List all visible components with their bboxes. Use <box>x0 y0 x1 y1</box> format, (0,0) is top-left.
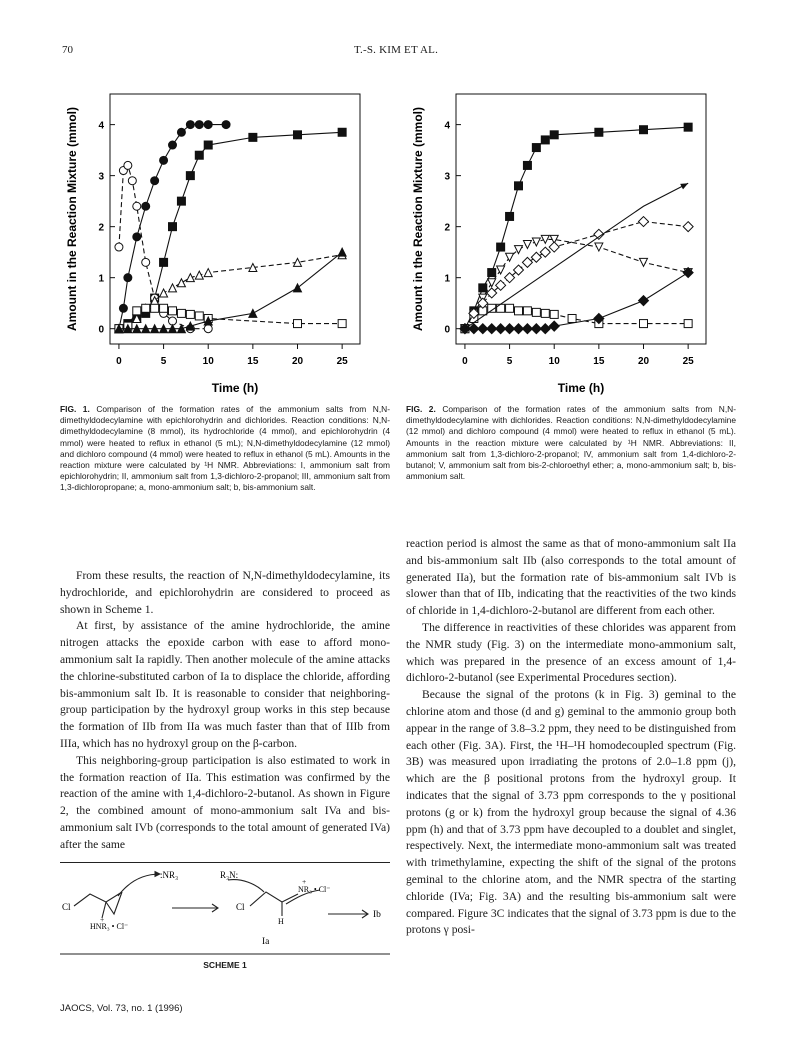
figure-1-plot <box>60 66 390 402</box>
data-point <box>541 309 549 317</box>
data-point <box>515 182 523 190</box>
data-point <box>177 128 185 136</box>
x-tick-label: 5 <box>506 356 513 367</box>
running-head: T.-S. KIM ET AL. <box>353 44 439 56</box>
data-point <box>133 202 141 210</box>
data-point <box>222 121 230 129</box>
data-point <box>195 312 203 320</box>
x-axis-label: Time (h) <box>211 381 259 395</box>
data-point <box>338 320 346 328</box>
paragraph: This neighboring-group participation is also estimated to work in the formation reaction of IIa. This estimation was confirmed by the reaction of the amine with 1,4-dichloro-2-butanol. As shown in Figure 2, the combined amount of mono-ammonium salt IVa and bis-ammonium salt IVb (corresponds to the total amount of generated IVa) after the same <box>60 753 390 851</box>
y-tick-label: 4 <box>444 120 450 132</box>
x-tick-label: 10 <box>548 356 560 367</box>
paragraph: From these results, the reaction of N,N-dimethyldodecylamine, its hydrochloride, and epichlorohydrin are considered to proceed as shown in Scheme 1. <box>60 569 390 616</box>
data-point <box>338 248 346 256</box>
y-tick-label: 3 <box>98 171 104 183</box>
y-tick-label: 0 <box>444 324 450 336</box>
figure-2-caption-label: FIG. 2. <box>406 404 436 414</box>
data-point <box>488 269 496 277</box>
data-point <box>160 289 168 297</box>
figure-1-caption-label: FIG. 1. <box>60 404 90 414</box>
scheme-plus-1: + <box>302 877 307 886</box>
x-tick-label: 25 <box>682 356 694 367</box>
right-column-text <box>406 536 736 939</box>
paragraph: Because the signal of the protons (k in Fig. 3) geminal to the chlorine atom and those (d and g) geminal to the ammonio group both appear in the range of 3.8–3.2 ppm, they need to be distinguished from each other (Fig. 3A). First, the ¹H–¹H homodecoupled spectrum (Fig. 3B) was measured upon irradiating the protons of 2.0–1.8 ppm (j), which are the β positional protons from the hydroxyl group. It indicates that the signal of 3.73 ppm corresponds to the γ positional protons (g or k) from the hydroxyl group because the signal of 4.36 ppm (h) and that of 3.73 ppm have decoupled to a doublet and singlet, respectively. Next, the intermediate mono-ammonium salt was treated with trimethylamine, expecting the shift of the signal of the protons geminal to the chlorine atom, and the NMR spectra of the starting chloride (IVa; Fig. 3A) and the resulting bis-ammonium salt were compared. Figure 3C indicates that the signal of 3.73 ppm is due to the protons γ posi- <box>406 688 736 937</box>
x-tick-label: 15 <box>593 356 605 367</box>
scheme-1-diagram <box>60 862 390 962</box>
data-point <box>523 241 531 249</box>
data-point <box>160 304 168 312</box>
y-axis-label: Amount in the Reaction Mixture (mmol) <box>65 106 79 332</box>
data-point <box>640 126 648 134</box>
series-2 <box>115 128 346 332</box>
data-point <box>683 222 693 232</box>
data-point <box>195 151 203 159</box>
data-point <box>515 307 523 315</box>
data-point <box>639 217 649 227</box>
data-point <box>249 133 257 141</box>
data-point <box>160 258 168 266</box>
data-point <box>151 177 159 185</box>
scheme-cl-left: Cl <box>62 902 71 912</box>
data-point <box>497 243 505 251</box>
data-point <box>169 307 177 315</box>
scheme-nr3-label: :NR₃ <box>160 870 179 880</box>
scheme-r3n-label: R₃N: <box>220 870 239 880</box>
data-point <box>338 128 346 136</box>
data-point <box>595 128 603 136</box>
x-tick-label: 10 <box>202 356 214 367</box>
data-point <box>640 320 648 328</box>
x-tick-label: 20 <box>291 356 304 367</box>
scheme-cl-middle: Cl <box>236 902 245 912</box>
data-point <box>204 325 212 333</box>
data-point <box>540 324 550 334</box>
y-tick-label: 0 <box>98 324 104 336</box>
data-point <box>151 304 159 312</box>
data-point <box>177 197 185 205</box>
data-point <box>294 131 302 139</box>
x-tick-label: 5 <box>160 356 167 367</box>
paragraph: The difference in reactivities of these chlorides was apparent from the NMR study (Fig. 3) on the intermediate mono-ammonium salt, which was prepared in the presence of an excess amount of 1,4-dichloro-2-butanol (see Experimental Procedures section). <box>406 620 736 685</box>
data-point <box>115 243 123 251</box>
figure-2-caption <box>406 404 736 482</box>
data-point <box>684 123 692 131</box>
x-axis-label: Time (h) <box>557 381 605 395</box>
data-point <box>684 320 692 328</box>
data-point <box>124 161 132 169</box>
data-point <box>568 314 576 322</box>
data-point <box>532 144 540 152</box>
page-number: 70 <box>62 44 73 56</box>
data-point <box>169 284 177 292</box>
data-point <box>532 308 540 316</box>
data-point <box>133 307 141 315</box>
data-point <box>186 172 194 180</box>
data-point <box>177 279 185 287</box>
data-point <box>169 141 177 149</box>
figure-1-caption <box>60 404 390 494</box>
y-tick-label: 1 <box>98 273 104 285</box>
series-1 <box>461 123 692 333</box>
data-point <box>294 320 302 328</box>
data-point <box>186 121 194 129</box>
figure-2-caption-text: Comparison of the formation rates of the ammonium salts from N,N-dimethyldodecylamine with dichlorides. Reaction conditions: N,N-dimethyldodecylamine (12 mmol) and dichloro compound (4 mmol) were heated to reflux in ethanol (5 mL). Amounts in the reaction mixture were calculated by ¹H NMR. Abbreviations: II, ammonium salt from 1,3-dichloro-2-propanol; IV, ammonium salt from 1,4-dichloro-2-butanol; V, ammonium salt from bis-2-chloroethyl ether; a, mono-ammonium salt; b, bis-ammonium salt. <box>406 404 736 482</box>
x-tick-label: 25 <box>336 356 348 367</box>
y-tick-label: 1 <box>444 273 450 285</box>
data-point <box>549 321 559 331</box>
y-tick-label: 2 <box>98 222 104 234</box>
data-point <box>133 233 141 241</box>
figure-2-plot <box>406 66 736 402</box>
data-point <box>119 304 127 312</box>
scheme-ib-label: Ib <box>373 910 381 920</box>
paragraph: reaction period is almost the same as that of mono-ammonium salt IIa and bis-ammonium salt IIb (also corresponds to the total amount of generated IIa), but the formation rate of bis-ammonium salt IVb is slower than that of IIb, indicating that the reactivities of the two kinds of chloride in 1,4-dichloro-2-butanol are different from each other. <box>406 537 736 618</box>
data-point <box>479 284 487 292</box>
data-point <box>523 161 531 169</box>
scheme-nr3-salt-label: NR₃ • Cl⁻ <box>298 885 331 894</box>
data-point <box>522 257 532 267</box>
x-tick-label: 0 <box>116 356 122 367</box>
y-axis-label: Amount in the Reaction Mixture (mmol) <box>411 106 425 332</box>
scheme-h-label: H <box>278 917 284 926</box>
scheme-1-drawing <box>60 862 390 957</box>
data-point <box>186 274 194 282</box>
data-point <box>142 304 150 312</box>
data-point <box>124 274 132 282</box>
data-point <box>497 266 505 274</box>
data-point <box>639 296 649 306</box>
data-point <box>142 202 150 210</box>
data-point <box>550 131 558 139</box>
data-point <box>531 252 541 262</box>
data-point <box>204 269 212 277</box>
data-point <box>186 310 194 318</box>
data-point <box>128 177 136 185</box>
data-point <box>541 136 549 144</box>
data-point <box>541 235 549 243</box>
data-point <box>488 279 496 287</box>
data-point <box>204 121 212 129</box>
y-tick-label: 3 <box>444 171 450 183</box>
x-tick-label: 20 <box>637 356 650 367</box>
data-point <box>550 310 558 318</box>
data-point <box>640 258 648 266</box>
data-point <box>195 121 203 129</box>
data-point <box>169 223 177 231</box>
data-point <box>523 307 531 315</box>
data-point <box>532 238 540 246</box>
scheme-plus-2: + <box>100 915 105 924</box>
figure-2-chart <box>406 66 736 407</box>
data-point <box>195 271 203 279</box>
scheme-ia-label: Ia <box>262 937 270 947</box>
y-tick-label: 2 <box>444 222 450 234</box>
data-point <box>160 156 168 164</box>
figure-1-caption-text: Comparison of the formation rates of the ammonium salts from N,N-dimethyldodecylamine with epichlorohydrin and dichlorides. Reaction conditions: N,N-dimethyldodecylamine (8 mmol), its hydrochloride (4 mmol), and epichlorohydrin (4 mmol) were heated to reflux in ethanol (5 mL); N,N-dimethyldodecylamine (12 mmol) and dichloro compound (4 mmol) were heated to reflux in ethanol (5 mL). Amounts in the reaction mixture were calculated by ¹H NMR. Abbreviations: I, ammonium salt from epichlorohydrin; II, ammonium salt from 1,3-dichloro-2-propanol; III, ammonium salt from 1,3-dichloropropane; a, mono-ammonium salt; b, bis-ammonium salt. <box>60 404 390 493</box>
x-tick-label: 15 <box>247 356 259 367</box>
data-point <box>506 253 514 261</box>
data-point <box>204 141 212 149</box>
data-point <box>540 247 550 257</box>
series-line <box>465 127 688 329</box>
data-point <box>506 304 514 312</box>
figure-1-chart <box>60 66 390 407</box>
y-tick-label: 4 <box>98 120 104 132</box>
data-point <box>142 258 150 266</box>
scheme-hnr3-label: HNR₃ • Cl⁻ <box>90 922 129 931</box>
data-point <box>177 309 185 317</box>
x-tick-label: 0 <box>462 356 468 367</box>
left-column-text <box>60 568 390 854</box>
data-point <box>506 212 514 220</box>
paragraph: At first, by assistance of the amine hydrochloride, the amine nitrogen attacks the epoxide carbon with ease to afford mono-ammonium salt Ia rapidly. Then another molecule of the amine attacks the chlorine-substituted carbon of Ia to displace the chloride, affording bis-ammonium salt Ib. It is reasonable to consider that neighboring-group participation by the hydroxyl group works in this step because the formation of IIb from IIa was much faster than that of IIIb from IIIa, which has no hydroxyl group on the β-carbon. <box>60 619 390 750</box>
scheme-1-title: SCHEME 1 <box>203 960 247 970</box>
data-point <box>549 242 559 252</box>
journal-footer: JAOCS, Vol. 73, no. 1 (1996) <box>60 1003 183 1014</box>
